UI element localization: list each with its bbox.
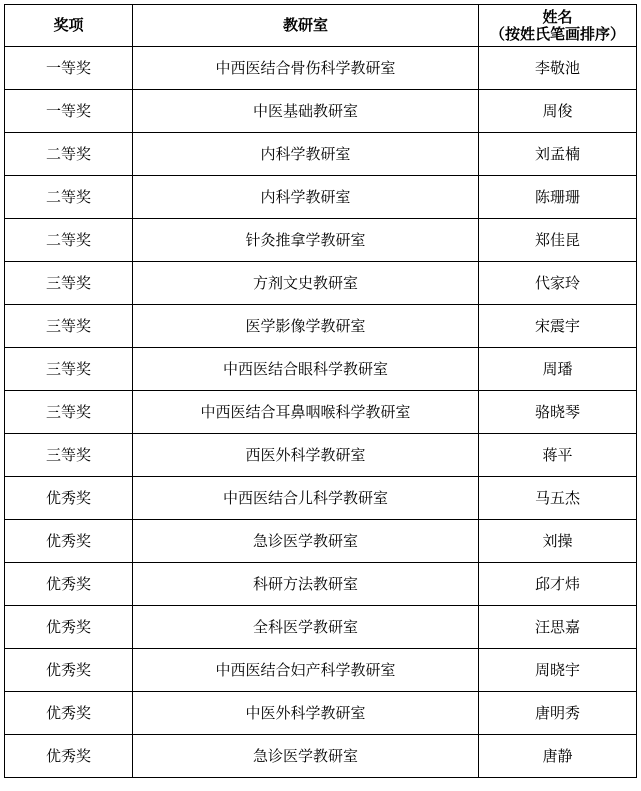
name-cell: 周晓宇	[479, 649, 637, 692]
award-cell: 优秀奖	[5, 606, 133, 649]
name-cell: 刘孟楠	[479, 133, 637, 176]
award-cell: 三等奖	[5, 262, 133, 305]
award-cell: 三等奖	[5, 305, 133, 348]
table-row	[5, 305, 637, 348]
name-cell: 邱才炜	[479, 563, 637, 606]
name-cell: 周俊	[479, 90, 637, 133]
table-row	[5, 649, 637, 692]
name-cell: 陈珊珊	[479, 176, 637, 219]
name-cell: 汪思嘉	[479, 606, 637, 649]
table-row	[5, 176, 637, 219]
office-cell: 内科学教研室	[133, 176, 479, 219]
office-cell: 全科医学教研室	[133, 606, 479, 649]
award-cell: 二等奖	[5, 219, 133, 262]
award-cell: 优秀奖	[5, 520, 133, 563]
table-row	[5, 47, 637, 90]
award-cell: 一等奖	[5, 90, 133, 133]
name-cell: 代家玲	[479, 262, 637, 305]
office-cell: 内科学教研室	[133, 133, 479, 176]
office-cell: 急诊医学教研室	[133, 735, 479, 778]
awards-table	[4, 4, 637, 778]
office-cell: 西医外科学教研室	[133, 434, 479, 477]
table-row	[5, 219, 637, 262]
name-cell: 宋震宇	[479, 305, 637, 348]
name-cell: 周璠	[479, 348, 637, 391]
table-header	[5, 5, 637, 47]
table-row	[5, 563, 637, 606]
header-office: 教研室	[133, 5, 479, 47]
award-cell: 优秀奖	[5, 563, 133, 606]
name-cell: 郑佳昆	[479, 219, 637, 262]
table-row	[5, 348, 637, 391]
table-row	[5, 606, 637, 649]
table-body	[5, 47, 637, 778]
name-cell: 唐明秀	[479, 692, 637, 735]
office-cell: 方剂文史教研室	[133, 262, 479, 305]
name-cell: 蒋平	[479, 434, 637, 477]
office-cell: 中西医结合耳鼻咽喉科学教研室	[133, 391, 479, 434]
name-cell: 刘操	[479, 520, 637, 563]
office-cell: 急诊医学教研室	[133, 520, 479, 563]
award-cell: 三等奖	[5, 434, 133, 477]
award-cell: 二等奖	[5, 133, 133, 176]
table-row	[5, 520, 637, 563]
name-cell: 骆晓琴	[479, 391, 637, 434]
table-row	[5, 262, 637, 305]
name-cell: 唐静	[479, 735, 637, 778]
office-cell: 中医外科学教研室	[133, 692, 479, 735]
office-cell: 中西医结合骨伤科学教研室	[133, 47, 479, 90]
award-cell: 二等奖	[5, 176, 133, 219]
header-name-title: 姓名	[542, 7, 573, 26]
table-row	[5, 735, 637, 778]
table-row	[5, 391, 637, 434]
header-name-note: （按姓氏笔画排序）	[489, 24, 625, 43]
office-cell: 中西医结合妇产科学教研室	[133, 649, 479, 692]
award-cell: 优秀奖	[5, 649, 133, 692]
award-cell: 优秀奖	[5, 692, 133, 735]
office-cell: 科研方法教研室	[133, 563, 479, 606]
table-row	[5, 90, 637, 133]
table-row	[5, 477, 637, 520]
office-cell: 针灸推拿学教研室	[133, 219, 479, 262]
award-cell: 三等奖	[5, 391, 133, 434]
header-row	[5, 5, 637, 47]
office-cell: 中西医结合眼科学教研室	[133, 348, 479, 391]
table-row	[5, 434, 637, 477]
name-cell: 李敬池	[479, 47, 637, 90]
award-cell: 优秀奖	[5, 735, 133, 778]
header-name	[479, 5, 637, 47]
table-row	[5, 692, 637, 735]
award-cell: 一等奖	[5, 47, 133, 90]
name-cell: 马五杰	[479, 477, 637, 520]
office-cell: 中医基础教研室	[133, 90, 479, 133]
office-cell: 医学影像学教研室	[133, 305, 479, 348]
award-cell: 三等奖	[5, 348, 133, 391]
header-award: 奖项	[5, 5, 133, 47]
award-cell: 优秀奖	[5, 477, 133, 520]
table-row	[5, 133, 637, 176]
office-cell: 中西医结合儿科学教研室	[133, 477, 479, 520]
